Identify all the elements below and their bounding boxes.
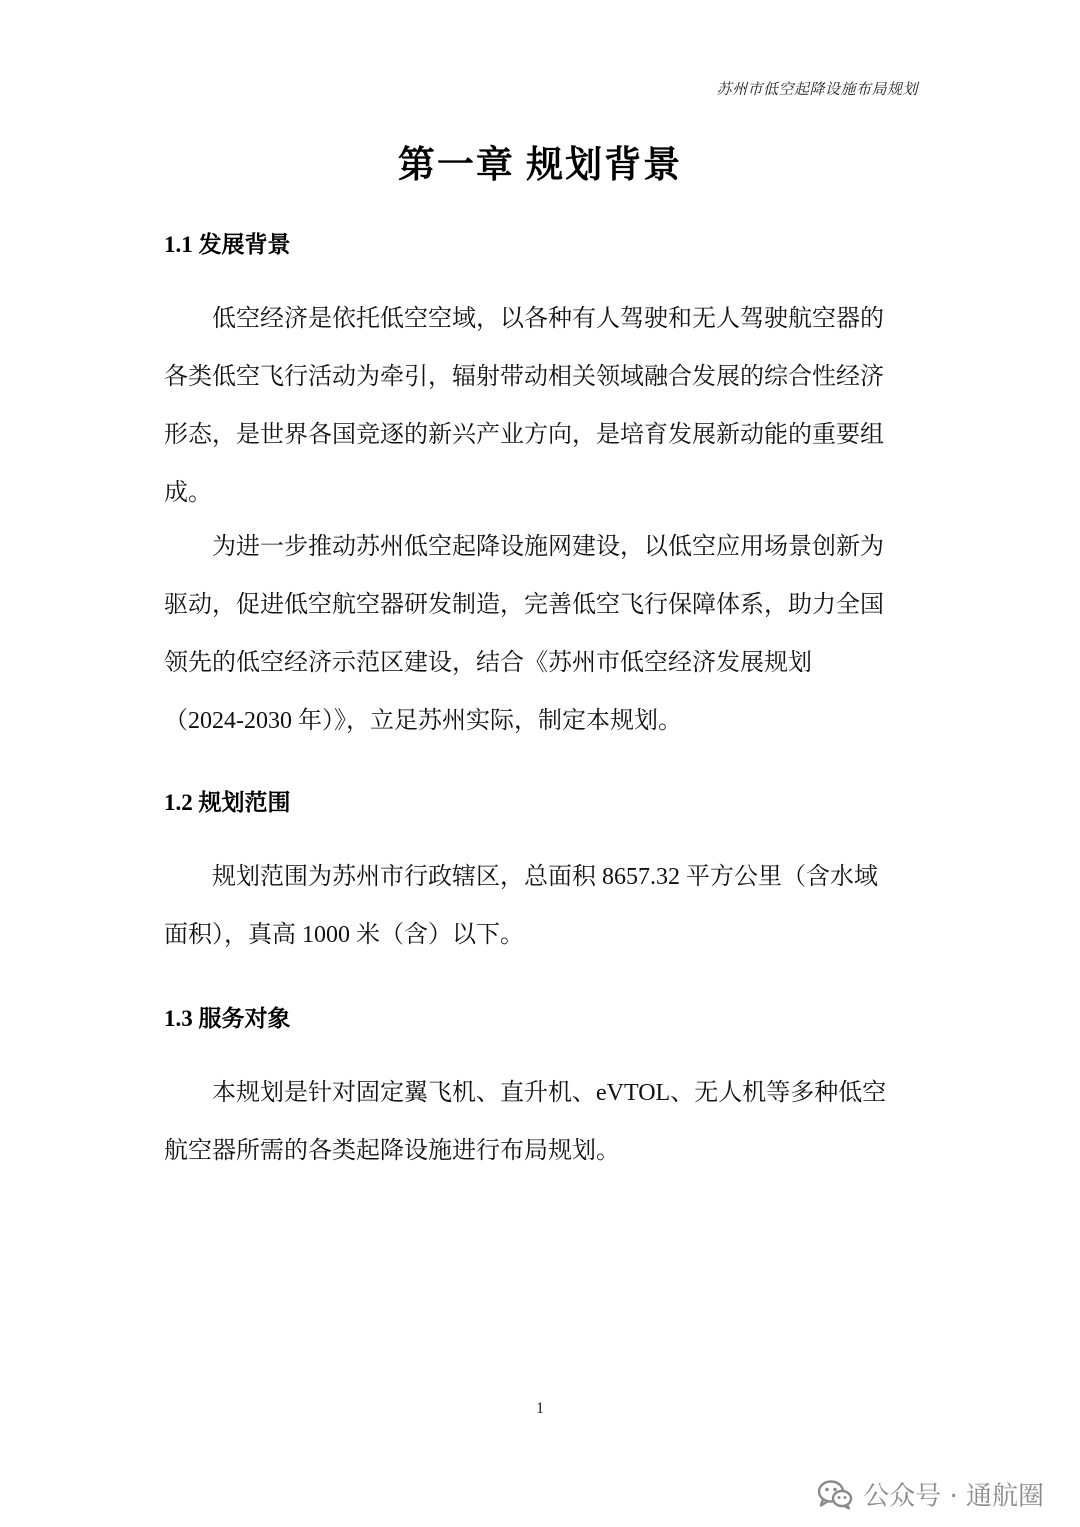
paragraph-line: 低空经济是依托低空空域，以各种有人驾驶和无人驾驶航空器的 xyxy=(212,306,884,332)
wechat-icon xyxy=(817,1479,853,1509)
watermark xyxy=(817,1476,1044,1513)
page-number: 1 xyxy=(536,1400,544,1417)
running-header: 苏州市低空起降设施布局规划 xyxy=(716,82,918,98)
paragraph-line: 成。 xyxy=(164,480,212,506)
paragraph-line: 为进一步推动苏州低空起降设施网建设，以低空应用场景创新为 xyxy=(212,534,884,560)
chapter-title: 第一章 规划背景 xyxy=(397,145,683,186)
paragraph-line: 形态，是世界各国竞逐的新兴产业方向，是培育发展新动能的重要组 xyxy=(164,422,884,448)
section-heading-1-3: 1.3 服务对象 xyxy=(164,1006,291,1031)
section-heading-1-1: 1.1 发展背景 xyxy=(164,232,291,257)
paragraph-line: 航空器所需的各类起降设施进行布局规划。 xyxy=(164,1138,620,1164)
paragraph-line: 本规划是针对固定翼飞机、直升机、eVTOL、无人机等多种低空 xyxy=(212,1080,887,1106)
paragraph-line: 领先的低空经济示范区建设，结合《苏州市低空经济发展规划 xyxy=(164,650,812,676)
paragraph-line: 面积），真高 1000 米（含）以下。 xyxy=(164,922,524,948)
paragraph-line: 各类低空飞行活动为牵引，辐射带动相关领域融合发展的综合性经济 xyxy=(164,364,884,390)
section-heading-1-2: 1.2 规划范围 xyxy=(164,790,291,815)
watermark-text: 公众号 · 通航圈 xyxy=(863,1481,1044,1512)
paragraph-line: （2024-2030 年）》，立足苏州实际，制定本规划。 xyxy=(164,708,682,734)
paragraph-line: 规划范围为苏州市行政辖区，总面积 8657.32 平方公里（含水域 xyxy=(212,864,878,890)
paragraph-line: 驱动，促进低空航空器研发制造，完善低空飞行保障体系，助力全国 xyxy=(164,592,884,618)
